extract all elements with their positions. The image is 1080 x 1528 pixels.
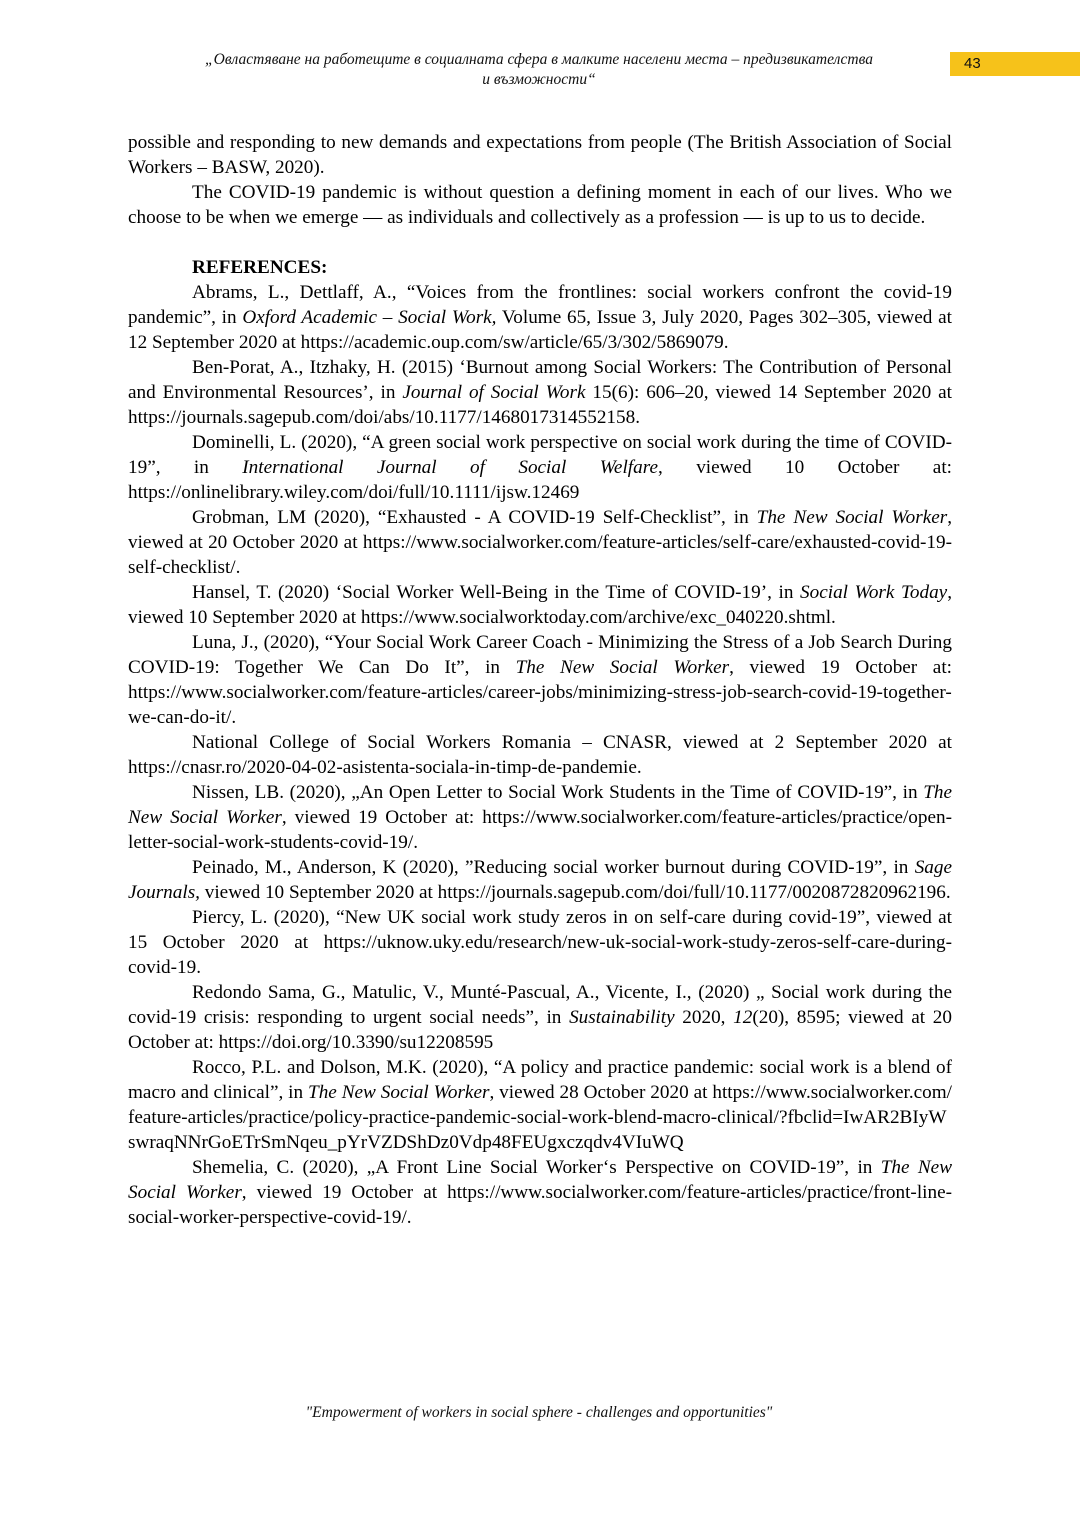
reference-item: Hansel, T. (2020) ‘Social Worker Well-Being in the Time of COVID-19’, in Social Work Today, viewed 10 September 2020 at https://www.socialworktoday.com/archive/exc_040220.shtml. <box>128 582 952 628</box>
reference-item: Dominelli, L. (2020), “A green social work perspective on social work during the time of COVID-19”, in International Journal of Social Welfare, viewed 10 October at: https://onlinelibrary.wiley.com/doi/full/10.1111/ijsw.12469 <box>128 432 952 503</box>
running-footer: "Empowerment of workers in social sphere - challenges and opportunities" <box>305 1404 773 1421</box>
reference-item: Ben-Porat, A., Itzhaky, H. (2015) ‘Burnout among Social Workers: The Contribution of Personal and Environmental Resources’, in Journal of Social Work 15(6): 606–20, viewed 14 September 2020 at https://journals.sagepub.com/doi/abs/10.1177/1468017314552158. <box>128 357 953 428</box>
running-header <box>128 50 950 90</box>
reference-item: Peinado, M., Anderson, K (2020), ”Reducing social worker burnout during COVID-19”, in Sage Journals, viewed 10 September 2020 at https://journals.sagepub.com/doi/full/10.1177/0020872820962196. <box>128 857 952 903</box>
paragraph: The COVID-19 pandemic is without question a defining moment in each of our lives. Who we choose to be when we emerge — as individuals and collectively as a profession — is up to us to decide. <box>128 182 952 228</box>
reference-item: Piercy, L. (2020), “New UK social work study zeros in on self-care during covid-19”, viewed at 15 October 2020 at https://uknow.uky.edu/research/new-uk-social-work-study-zeros-self-care-during-covid-19. <box>128 907 952 978</box>
reference-item: Rocco, P.L. and Dolson, M.K. (2020), “A policy and practice pandemic: social work is a blend of macro and clinical”, in The New Social Worker, viewed 28 October 2020 at https://www.socialworker.com/feature-articles/practice/policy-practice-pandemic-social-work-blend-macro-clinical/?fbclid=IwAR2BIyWswraqNNrGoETrSmNqeu_pYrVZDShDz0Vdp48FEUgxczqdv4VIuWQ <box>128 1057 952 1153</box>
page-number-badge: 43 <box>950 52 1080 76</box>
reference-item: Abrams, L., Dettlaff, A., “Voices from the frontlines: social workers confront the covid-19 pandemic”, in Oxford Academic – Social Work, Volume 65, Issue 3, July 2020, Pages 302–305, viewed at 12 September 2020 at https://academic.oup.com/sw/article/65/3/302/5869079. <box>128 282 953 353</box>
reference-item: Redondo Sama, G., Matulic, V., Munté-Pascual, A., Vicente, I., (2020) „ Social work during the covid-19 crisis: responding to urgent social needs”, in Sustainability 2020, 12(20), 8595; viewed at 20 October at: https://doi.org/10.3390/su12208595 <box>128 982 952 1053</box>
reference-item: Luna, J., (2020), “Your Social Work Career Coach - Minimizing the Stress of a Job Search During COVID-19: Together We Can Do It”, in The New Social Worker, viewed 19 October at: https://www.socialworker.com/feature-articles/career-jobs/minimizing-stress-job-search-covid-19-together-we-can-do-it/. <box>128 632 952 728</box>
reference-item: National College of Social Workers Romania – CNASR, viewed at 2 September 2020 at https://cnasr.ro/2020-04-02-asistenta-sociala-in-timp-de-pandemie. <box>128 732 952 778</box>
reference-item: Grobman, LM (2020), “Exhausted - A COVID-19 Self-Checklist”, in The New Social Worker, viewed at 20 October 2020 at https://www.socialworker.com/feature-articles/self-care/exhausted-covid-19-self-checklist/. <box>128 507 952 578</box>
paragraph: possible and responding to new demands and expectations from people (The British Association of Social Workers – BASW, 2020). <box>128 132 952 178</box>
references-heading: REFERENCES: <box>192 257 328 278</box>
reference-item: Nissen, LB. (2020), „An Open Letter to Social Work Students in the Time of COVID-19”, in The New Social Worker, viewed 19 October at: https://www.socialworker.com/feature-articles/practice/open-letter-social-work-students-covid-19/. <box>128 782 952 853</box>
main-text <box>128 130 952 1230</box>
reference-item: Shemelia, C. (2020), „A Front Line Social Worker‘s Perspective on COVID-19”, in The New Social Worker, viewed 19 October at https://www.socialworker.com/feature-articles/practice/front-line-social-worker-perspective-covid-19/. <box>128 1157 952 1228</box>
header-line-1: „Овластяване на работещите в социалната сфера в малките населени места – предизвикателства <box>205 51 873 68</box>
header-line-2: и възможности“ <box>482 71 596 88</box>
